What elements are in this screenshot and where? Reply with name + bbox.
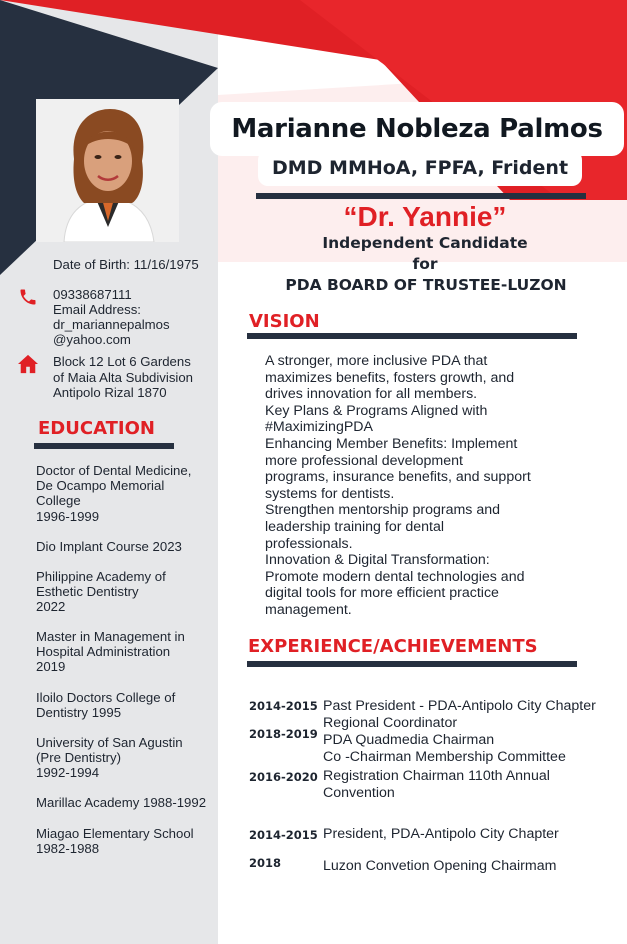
education-item: Marillac Academy 1988-1992 (36, 795, 207, 810)
phone-number: 09338687111 (53, 287, 132, 302)
header-divider (256, 193, 586, 199)
experience-year: 2014-2015 (249, 828, 318, 842)
email-line-1: dr_mariannepalmos (53, 317, 170, 332)
candidate-position: PDA BOARD OF TRUSTEE-LUZON (285, 276, 567, 294)
education-item: Iloilo Doctors College of Dentistry 1995 (36, 690, 176, 721)
home-address: Block 12 Lot 6 Gardens of Maia Alta Subdivision Antipolo Rizal 1870 (53, 354, 194, 400)
date-of-birth: Date of Birth: 11/16/1975 (53, 257, 199, 272)
portrait-illustration (36, 99, 179, 242)
experience-year: 2016-2020 (249, 770, 318, 784)
education-item: University of San Agustin (Pre Dentistry) 1992-1994 (36, 735, 183, 781)
experience-heading: EXPERIENCE/ACHIEVEMENTS (248, 636, 538, 657)
candidate-for: for (412, 255, 438, 273)
vision-divider (247, 333, 577, 339)
experience-year: 2018 (249, 856, 282, 870)
education-item: Miagao Elementary School 1982-1988 (36, 826, 194, 857)
name-banner (210, 102, 624, 156)
education-heading: EDUCATION (38, 418, 155, 439)
education-item: Master in Management in Hospital Administration 2019 (36, 629, 185, 675)
email-line-2: @yahoo.com (53, 332, 131, 347)
experience-year: 2018-2019 (249, 727, 318, 741)
experience-description: President, PDA-Antipolo City Chapter (323, 826, 559, 842)
experience-description: Past President - PDA-Antipolo City Chapter (323, 698, 596, 714)
education-divider (34, 443, 174, 449)
credentials-text: DMD MMHoA, FPFA, Frident (271, 157, 569, 179)
email-label: Email Address: (53, 302, 141, 317)
nickname: “Dr. Yannie” (343, 201, 507, 232)
candidate-type: Independent Candidate (322, 234, 528, 252)
education-item: Dio Implant Course 2023 (36, 539, 182, 554)
credentials-banner (258, 150, 582, 186)
education-item: Doctor of Dental Medicine, De Ocampo Memorial College 1996-1999 (36, 463, 192, 524)
education-item: Philippine Academy of Esthetic Dentistry 2022 (36, 569, 166, 615)
experience-description: Regional Coordinator PDA Quadmedia Chairman Co -Chairman Membership Committee (323, 715, 566, 765)
experience-description: Luzon Convetion Opening Chairmam (323, 858, 557, 874)
experience-year: 2014-2015 (249, 699, 318, 713)
candidate-name: Marianne Nobleza Palmos (231, 114, 603, 144)
profile-photo (36, 99, 179, 242)
vision-heading: VISION (249, 311, 320, 332)
vision-body: A stronger, more inclusive PDA that maximizes benefits, fosters growth, and drives innovation for all members. Key Plans & Programs Aligned with #MaximizingPDA Enhancing Member Benefits: Implement more professional development programs, insurance benefits, and support systems for dentists. Strengthen mentorship programs and leadership training for dental professionals. Innovation & Digital Transformation: Promote modern dental technologies and digital tools for more efficient practice management. (265, 353, 531, 618)
phone-icon (18, 287, 38, 307)
home-icon (17, 354, 39, 374)
experience-description: Registration Chairman 110th Annual Convention (323, 768, 550, 801)
experience-divider (247, 661, 577, 667)
